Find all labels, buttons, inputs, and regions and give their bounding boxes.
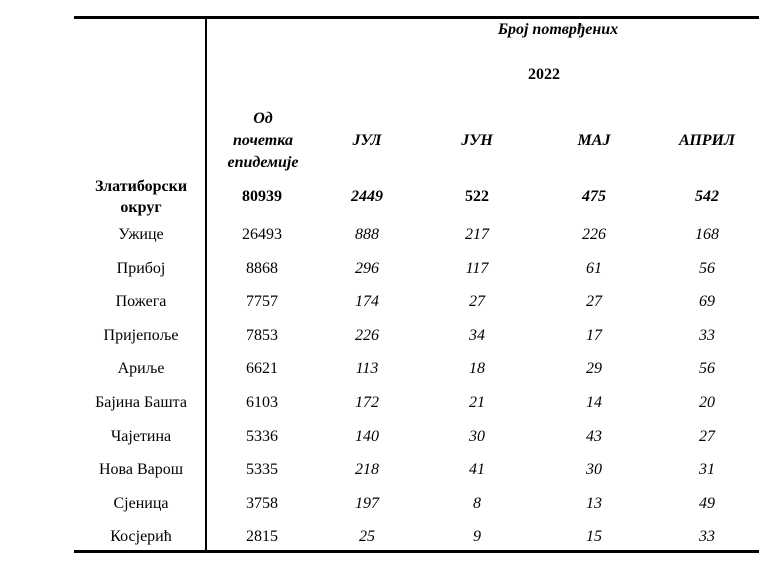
row-municipality-name: Нова Варош [98, 461, 184, 478]
row-since-start-value: 2815 [246, 528, 278, 545]
row-since-start-value: 26493 [242, 226, 282, 243]
district-april: 542 [695, 188, 719, 205]
district-jun: 522 [465, 188, 489, 205]
since-start-header-line1: Од [253, 110, 273, 127]
row-month-value: 33 [699, 327, 715, 344]
row-month-value: 56 [699, 360, 715, 377]
row-month-value: 30 [469, 428, 485, 445]
row-month-value: 18 [469, 360, 485, 377]
row-month-value: 226 [355, 327, 379, 344]
row-month-value: 15 [586, 528, 602, 545]
month-header-april: АПРИЛ [679, 132, 735, 149]
row-since-start-value: 7853 [246, 327, 278, 344]
row-month-value: 14 [586, 394, 602, 411]
district-name [76, 176, 206, 218]
row-month-value: 29 [586, 360, 602, 377]
row-month-value: 140 [355, 428, 379, 445]
row-month-value: 217 [465, 226, 489, 243]
row-month-value: 8 [473, 495, 481, 512]
row-municipality-name: Ужице [118, 226, 164, 243]
row-month-value: 25 [359, 528, 375, 545]
row-municipality-name: Косјерић [110, 528, 172, 545]
row-month-value: 9 [473, 528, 481, 545]
row-month-value: 43 [586, 428, 602, 445]
row-month-value: 168 [695, 226, 719, 243]
row-month-value: 218 [355, 461, 379, 478]
row-month-value: 20 [699, 394, 715, 411]
since-start-header [208, 108, 318, 174]
row-since-start-value: 7757 [246, 293, 278, 310]
row-municipality-name: Пожега [115, 293, 167, 310]
group-title: Број потврђених [497, 21, 619, 38]
row-month-value: 888 [355, 226, 379, 243]
row-month-value: 172 [355, 394, 379, 411]
row-month-value: 27 [586, 293, 602, 310]
row-month-value: 41 [469, 461, 485, 478]
row-month-value: 226 [582, 226, 606, 243]
table-top-border [74, 16, 759, 19]
district-since-start: 80939 [242, 188, 282, 205]
row-month-value: 21 [469, 394, 485, 411]
row-month-value: 27 [469, 293, 485, 310]
row-month-value: 33 [699, 528, 715, 545]
month-header-jul: ЈУЛ [352, 132, 382, 149]
month-header-jun: ЈУН [461, 132, 493, 149]
row-since-start-value: 6103 [246, 394, 278, 411]
month-header-maj: МАЈ [577, 132, 611, 149]
district-name-line2: округ [120, 199, 162, 216]
row-municipality-name: Сјеница [113, 495, 169, 512]
row-month-value: 174 [355, 293, 379, 310]
row-since-start-value: 5336 [246, 428, 278, 445]
row-municipality-name: Ариље [117, 360, 165, 377]
row-since-start-value: 6621 [246, 360, 278, 377]
row-month-value: 197 [355, 495, 379, 512]
row-month-value: 17 [586, 327, 602, 344]
column-divider [205, 16, 207, 553]
year-label: 2022 [528, 66, 560, 83]
row-month-value: 30 [586, 461, 602, 478]
district-jul: 2449 [351, 188, 383, 205]
row-month-value: 69 [699, 293, 715, 310]
row-month-value: 13 [586, 495, 602, 512]
row-since-start-value: 8868 [246, 260, 278, 277]
district-maj: 475 [582, 188, 606, 205]
row-month-value: 117 [465, 260, 489, 277]
table-bottom-border [74, 550, 759, 553]
row-month-value: 49 [699, 495, 715, 512]
row-month-value: 56 [699, 260, 715, 277]
row-month-value: 113 [355, 360, 379, 377]
row-since-start-value: 3758 [246, 495, 278, 512]
row-municipality-name: Пријепоље [103, 327, 179, 344]
row-since-start-value: 5335 [246, 461, 278, 478]
since-start-header-line2: почетка [233, 132, 293, 149]
row-month-value: 27 [699, 428, 715, 445]
row-month-value: 31 [699, 461, 715, 478]
row-municipality-name: Прибој [116, 260, 166, 277]
district-name-line1: Златиборски [94, 178, 188, 195]
row-municipality-name: Бајина Башта [95, 394, 187, 411]
row-month-value: 61 [586, 260, 602, 277]
row-month-value: 34 [469, 327, 485, 344]
since-start-header-line3: епидемије [227, 154, 299, 171]
row-municipality-name: Чајетина [110, 428, 172, 445]
row-month-value: 296 [355, 260, 379, 277]
